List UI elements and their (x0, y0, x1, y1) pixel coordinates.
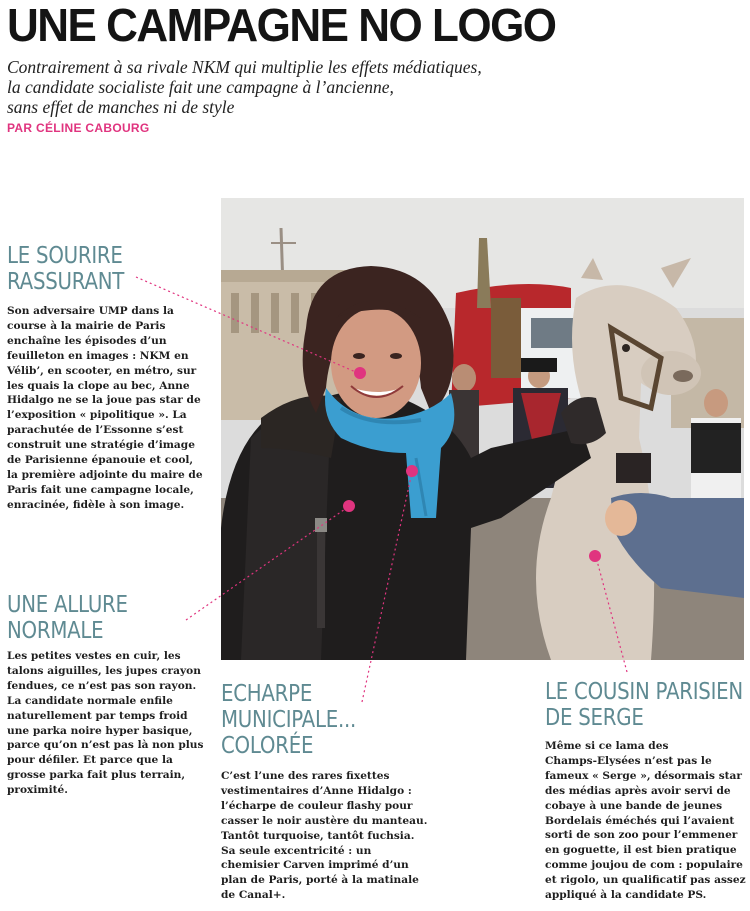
body-line: pour défiler. Et parce que la (7, 754, 173, 767)
body-line: construit une stratégie d’image (7, 439, 195, 452)
body-line: Champs-Elysées n’est pas le (545, 754, 712, 767)
body-line: et rigolo, un qualificatif pas assez (545, 874, 746, 887)
section-body-allure (7, 649, 203, 798)
section-heading-cousin (545, 679, 743, 731)
heading-line: MUNICIPALE... (221, 707, 357, 733)
section-body-cousin (545, 739, 746, 903)
body-line: parachutée de l’Essonne s’est (7, 424, 184, 437)
photo-illustration (221, 198, 744, 660)
body-line: Tantôt turquoise, tantôt fuchsia. (221, 829, 415, 842)
heading-line: NORMALE (7, 618, 104, 644)
section-body-echarpe (221, 769, 427, 903)
heading-line: LE SOURIRE (7, 243, 123, 269)
body-line: talons aiguilles, les jupes crayon (7, 664, 201, 677)
section-body-sourire (7, 304, 203, 513)
body-line: C’est l’une des rares fixettes (221, 770, 390, 782)
body-line: chemisier Carven imprimé d’un (221, 859, 409, 872)
body-line: une parka noire hyper basique, (7, 724, 193, 737)
body-line: vestimentaires d’Anne Hidalgo : (221, 784, 412, 797)
body-line: cobaye à une bande de jeunes (545, 799, 723, 812)
article-photo (221, 198, 744, 660)
heading-line: DE SERGE (545, 705, 644, 731)
body-line: la première adjointe du maire de (7, 468, 203, 481)
article-byline: PAR CÉLINE CABOURG (7, 121, 150, 135)
body-line: feuilleton en images : NKM en (7, 349, 189, 362)
body-line: l’exposition « pipolitique ». La (7, 409, 187, 422)
body-line: parce qu’on n’est pas là non plus (7, 739, 204, 752)
body-line: Son adversaire UMP dans la (7, 305, 174, 317)
body-line: La candidate normale enfile (7, 694, 173, 707)
body-line: Paris fait une campagne locale, (7, 483, 194, 496)
heading-line: ECHARPE (221, 681, 313, 707)
body-line: grosse parka fait plus terrain, (7, 769, 186, 782)
body-line: de Canal+. (221, 889, 286, 902)
body-line: Même si ce lama des (545, 740, 669, 752)
body-line: l’écharpe de couleur flashy pour (221, 799, 413, 812)
body-line: naturellement par temps froid (7, 709, 188, 722)
section-heading-sourire (7, 243, 124, 295)
subtitle-line: sans effet de manches ni de style (7, 97, 235, 117)
heading-line: COLORÉE (221, 733, 314, 759)
body-line: Vélib’, en scooter, en métro, sur (7, 364, 197, 377)
body-line: enracinée, fidèle à son image. (7, 498, 185, 511)
body-line: des médias après avoir servi de (545, 784, 731, 797)
article-subtitle (7, 57, 607, 117)
body-line: sorti de son zoo pour l’emmener (545, 829, 738, 842)
body-line: enchaîne les épisodes d’un (7, 334, 167, 347)
heading-line: RASSURANT (7, 269, 125, 295)
article-title: UNE CAMPAGNE NO LOGO (7, 0, 556, 52)
body-line: Hidalgo ne se la joue pas star de (7, 394, 201, 407)
body-line: de Parisienne épanouie et cool, (7, 454, 194, 467)
body-line: Sa seule excentricité : un (221, 844, 372, 857)
body-line: plan de Paris, porté à la matinale (221, 874, 419, 887)
body-line: en goguette, il est bien pratique (545, 844, 737, 857)
body-line: course à la mairie de Paris (7, 319, 166, 332)
heading-line: UNE ALLURE (7, 592, 128, 618)
section-heading-echarpe (221, 681, 356, 759)
subtitle-line: la candidate socialiste fait une campagne à l’ancienne, (7, 77, 394, 97)
subtitle-line: Contrairement à sa rivale NKM qui multiplie les effets médiatiques, (7, 57, 482, 77)
body-line: fameux « Serge », désormais star (545, 769, 743, 782)
body-line: Bordelais éméchés qui l’avaient (545, 814, 735, 827)
body-line: les quais la clope au bec, Anne (7, 379, 190, 392)
heading-line: LE COUSIN PARISIEN (545, 679, 743, 705)
body-line: appliqué à la candidate PS. (545, 889, 707, 902)
body-line: fendues, ce n’est pas son rayon. (7, 679, 197, 692)
body-line: Les petites vestes en cuir, les (7, 650, 181, 662)
body-line: casser le noir austère du manteau. (221, 814, 428, 827)
body-line: comme joujou de com : populaire (545, 859, 743, 872)
section-heading-allure (7, 592, 128, 644)
body-line: proximité. (7, 784, 68, 797)
